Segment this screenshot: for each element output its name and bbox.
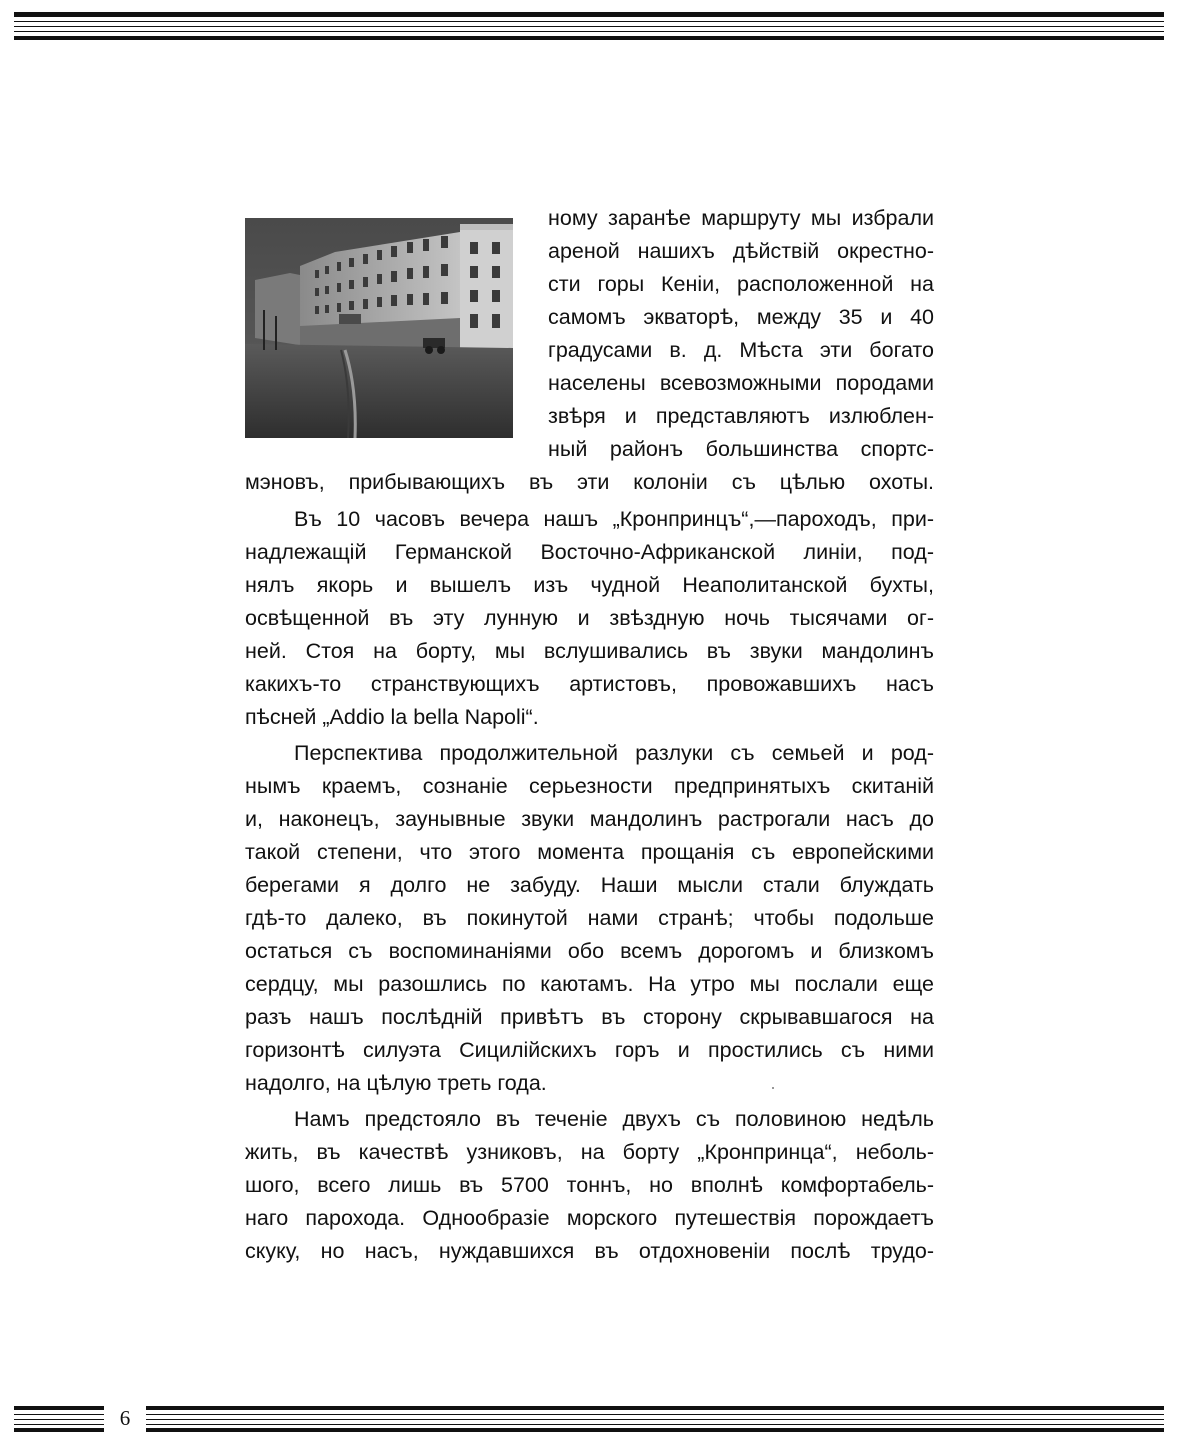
text-line: наго парохода. Однообразіе морского путешествія порождаетъ	[245, 1206, 934, 1230]
text-line: звѣря и представляютъ излюблен-	[548, 404, 934, 428]
text-line: шого, всего лишь въ 5700 тоннъ, но вполнѣ комфортабель-	[245, 1173, 934, 1197]
page-number: 6	[119, 1406, 131, 1430]
text-line: пѣсней „Addio la bella Napoli“.	[245, 705, 539, 729]
text-line: гдѣ-то далеко, въ покинутой нами странѣ; чтобы подольше	[245, 906, 934, 930]
text-line: разъ нашъ послѣдній привѣтъ въ сторону скрывавшагося на	[245, 1005, 934, 1029]
paragraph-first-line: Намъ предстояло въ теченіе двухъ съ половиною недѣль	[294, 1107, 934, 1131]
text-line: надолго, на цѣлую треть года.	[245, 1071, 547, 1095]
text-line: освѣщенной въ эту лунную и звѣздную ночь тысячами ог-	[245, 606, 934, 630]
text-line: ному заранѣе маршруту мы избрали	[548, 206, 934, 230]
text-line: мэновъ, прибывающихъ въ эти колоніи съ цѣлью охоты.	[245, 470, 934, 494]
text-line: самомъ экваторѣ, между 35 и 40	[548, 305, 934, 329]
paragraph-first-line: Въ 10 часовъ вечера нашъ „Кронпринцъ“,—пароходъ, при-	[294, 507, 934, 531]
bottom-border-rules-left	[14, 1404, 104, 1432]
text-line: нялъ якорь и вышелъ изъ чудной Неаполитанской бухты,	[245, 573, 934, 597]
naples-photo	[245, 218, 513, 438]
text-line: какихъ-то странствующихъ артистовъ, провожавшихъ насъ	[245, 672, 934, 696]
naples-street-illustration	[245, 218, 513, 438]
text-line: горизонтѣ силуэта Сицилійскихъ горъ и простились съ ними	[245, 1038, 934, 1062]
text-line: и, наконецъ, заунывные звуки мандолинъ растрогали насъ до	[245, 807, 934, 831]
text-line: сердцу, мы разошлись по каютамъ. На утро мы послали еще	[245, 972, 934, 996]
text-line: ареной нашихъ дѣйствій окрестно-	[548, 239, 934, 263]
text-line: градусами в. д. Мѣста эти богато	[548, 338, 934, 362]
text-line: такой степени, что этого момента прощанія съ европейскими	[245, 840, 934, 864]
text-line: сти горы Кеніи, расположенной на	[548, 272, 934, 296]
text-line: ней. Стоя на борту, мы вслушивались въ звуки мандолинъ	[245, 639, 934, 663]
text-line: жить, въ качествѣ узниковъ, на борту „Кронпринца“, неболь-	[245, 1140, 934, 1164]
text-line: нымъ краемъ, сознаніе серьезности предпринятыхъ скитаній	[245, 774, 934, 798]
text-line: населены всевозможными породами	[548, 371, 934, 395]
text-line: надлежащій Германской Восточно-Африканской линіи, под-	[245, 540, 934, 564]
text-line: скуку, но насъ, нуждавшихся въ отдохновеніи послѣ трудо-	[245, 1239, 934, 1263]
text-line: ный районъ большинства спортс-	[548, 437, 934, 461]
text-line: берегами я долго не забуду. Наши мысли стали блуждать	[245, 873, 934, 897]
print-speck	[772, 1087, 774, 1089]
paragraph-first-line: Перспектива продолжительной разлуки съ семьей и род-	[294, 741, 934, 765]
text-line: остаться съ воспоминаніями обо всемъ дорогомъ и близкомъ	[245, 939, 934, 963]
top-border-rules	[14, 12, 1164, 40]
bottom-border-rules-right	[146, 1404, 1164, 1432]
